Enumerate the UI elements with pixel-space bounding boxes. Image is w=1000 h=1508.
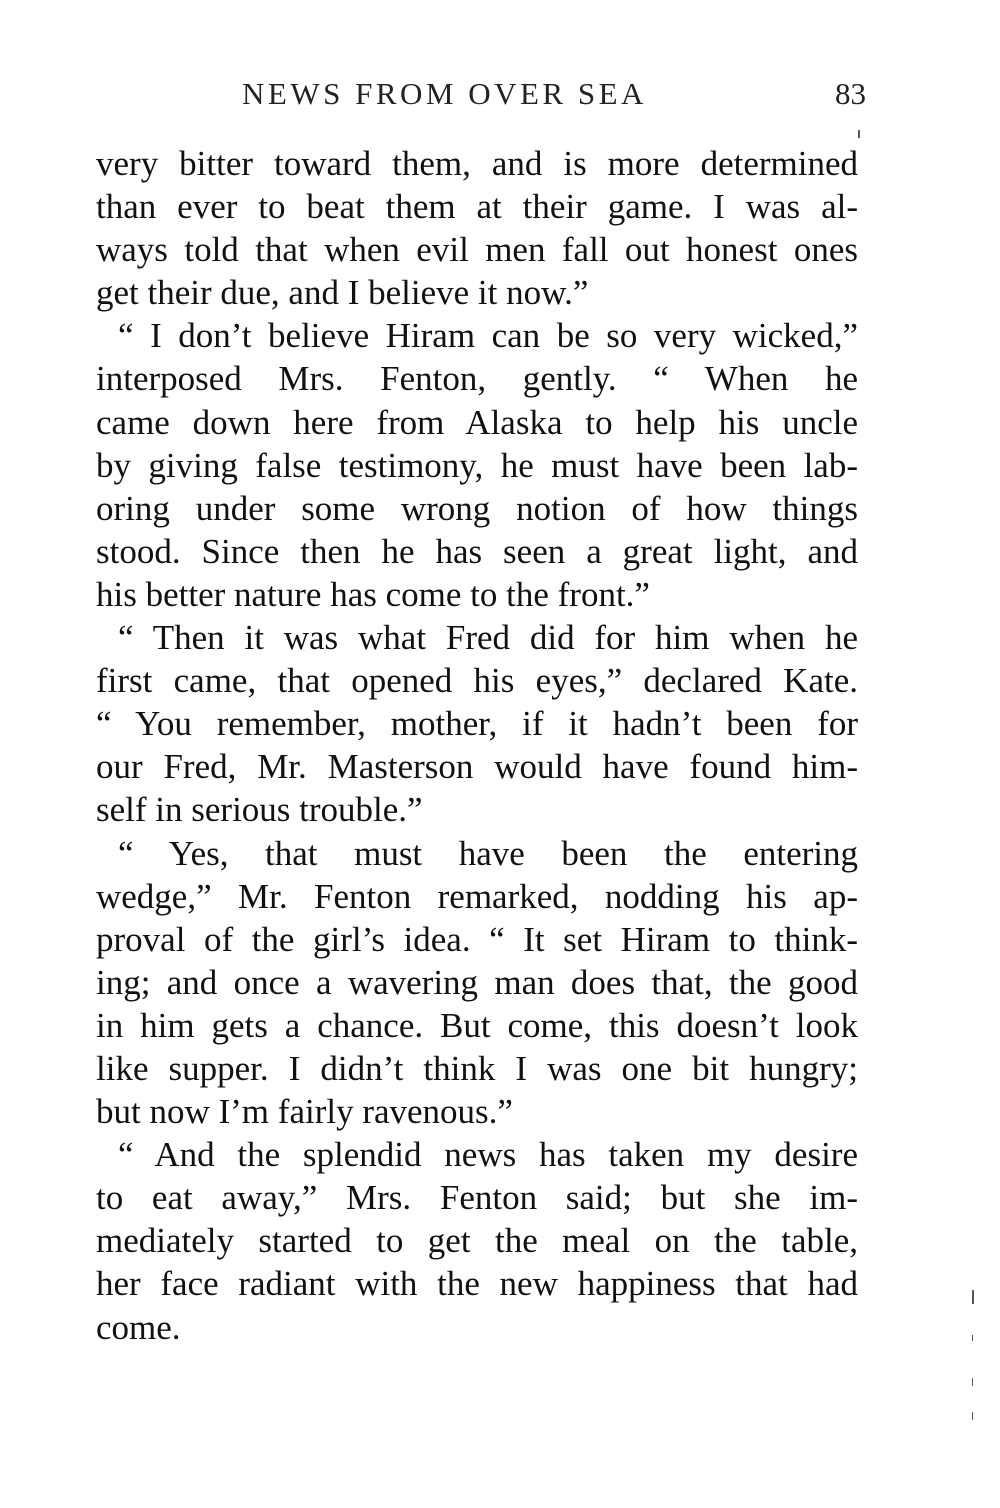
text-line: “ Yes, that must have been the entering xyxy=(118,833,858,873)
text-line: interposed Mrs. Fenton, gently. “ When he xyxy=(96,359,858,399)
body-text xyxy=(96,142,858,1349)
text-line: stood. Since then he has seen a great light, and xyxy=(96,531,858,571)
text-line: self in serious trouble.” xyxy=(96,790,423,830)
text-line: her face radiant with the new happiness that had xyxy=(96,1264,858,1304)
text-line: get their due, and I believe it now.” xyxy=(96,273,589,313)
margin-speck xyxy=(972,1412,973,1420)
margin-speck xyxy=(972,1378,973,1386)
text-line: but now I’m fairly ravenous.” xyxy=(96,1092,513,1132)
text-line: his better nature has come to the front.” xyxy=(96,574,650,614)
running-head xyxy=(96,76,866,120)
text-line: wedge,” Mr. Fenton remarked, nodding his ap- xyxy=(96,876,858,916)
text-line: “ Then it was what Fred did for him when he xyxy=(118,618,858,658)
text-line: oring under some wrong notion of how things xyxy=(96,488,858,528)
text-line: ways told that when evil men fall out honest ones xyxy=(96,230,858,270)
text-line: ing; and once a wavering man does that, the good xyxy=(96,962,858,1002)
margin-speck xyxy=(972,1290,974,1304)
text-line: mediately started to get the meal on the table, xyxy=(96,1221,858,1261)
text-line: like supper. I didn’t think I was one bit hungry; xyxy=(96,1048,858,1088)
text-line: our Fred, Mr. Masterson would have found him- xyxy=(96,747,858,787)
text-line: “ I don’t believe Hiram can be so very wicked,” xyxy=(118,316,858,356)
text-line: in him gets a chance. But come, this doesn’t look xyxy=(96,1005,858,1045)
text-line: first came, that opened his eyes,” declared Kate. xyxy=(96,661,858,701)
running-title: NEWS FROM OVER SEA xyxy=(242,76,647,111)
text-line: “ You remember, mother, if it hadn’t been for xyxy=(96,704,858,744)
page-number: 83 xyxy=(835,76,866,111)
text-line: than ever to beat them at their game. I was al- xyxy=(96,187,858,227)
text-line: by giving false testimony, he must have been lab- xyxy=(96,445,858,485)
text-line: proval of the girl’s idea. “ It set Hiram to think- xyxy=(96,919,858,959)
text-line: came down here from Alaska to help his uncle xyxy=(96,402,858,442)
margin-speck xyxy=(858,130,860,138)
text-line: very bitter toward them, and is more determined xyxy=(96,144,858,183)
text-line: to eat away,” Mrs. Fenton said; but she im- xyxy=(96,1178,858,1218)
margin-speck xyxy=(972,1335,973,1341)
text-line: “ And the splendid news has taken my desire xyxy=(118,1135,858,1175)
text-line: come. xyxy=(96,1307,181,1347)
